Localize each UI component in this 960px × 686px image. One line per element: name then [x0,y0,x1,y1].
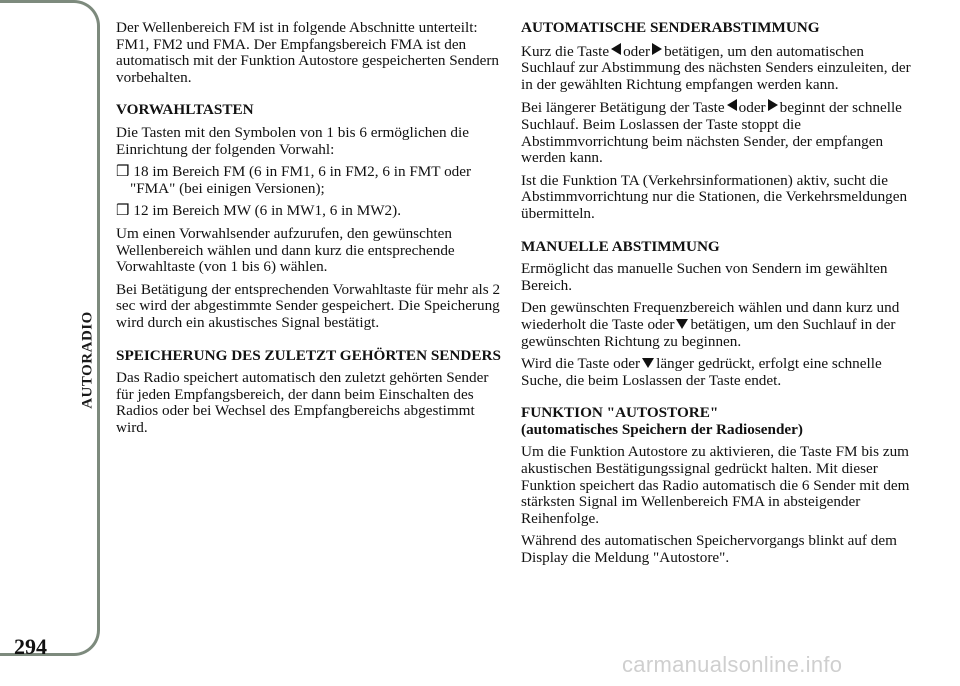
preset-paragraph: Bei Betätigung der entsprechenden Vorwahltaste für mehr als 2 sec wird der abgestimmte Sender gespeichert. Die Speicherung wird durch ein akustisches Signal bestätigt. [116,280,501,331]
text-segment: Bei längerer Betätigung der Taste [521,99,725,117]
last-station-paragraph: Das Radio speichert automatisch den zuletzt gehörten Sender für jeden Empfangsbereich, der dann beim Einschalten des Radios oder bei Wechsel des Empfangbereichs abgestimmt wird. [116,369,489,436]
text-segment: oder [623,42,651,60]
autostore-paragraph: Um die Funktion Autostore zu aktivieren, die Taste FM bis zum akustischen Bestätigungssignal gedrückt halten. Mit dieser Funktion speichert das Radio automatisch die 6 Sender mit dem stärksten Signal im Wellenbereich FMA in absteigender Reihenfolge. [521,443,910,527]
text-segment: länger gedrückt, erfolgt eine schnelle Suche, die beim Loslassen der Taste endet. [521,355,882,389]
left-column [116,20,504,442]
watermark: carmanualsonline.info [622,652,843,677]
list-item [116,164,504,197]
preset-heading: VORWAHLTASTEN [116,101,254,119]
checkbox-bullet-icon: ❒ [116,163,130,181]
manual-tuning-heading: MANUELLE ABSTIMMUNG [521,237,720,255]
right-column [521,20,911,573]
text-segment: Wird die Taste oder [521,355,641,373]
left-arrow-icon [727,99,737,111]
checkbox-bullet-icon: ❒ [116,202,130,220]
text-segment: betätigen, um den Suchlauf in der gewünschten Richtung zu beginnen. [521,315,896,350]
heading-text: ) [797,420,803,438]
manual-tuning-paragraph: Ermöglicht das manuelle Suchen von Sendern im gewählten Bereich. [521,260,888,294]
down-arrow-icon [642,358,654,368]
intro-paragraph: Der Wellenbereich FM ist in folgende Abschnitte unterteilt: FM1, FM2 und FMA. Der Empfangsbereich FMA ist den automatisch mit der Funktion Autostore gespeicherten Sendern vorbehalten. [116,19,499,86]
manual-tuning-paragraph [521,300,911,350]
list-item [116,203,504,220]
autostore-paragraph: Während des automatischen Speichervorgangs blinkt auf dem Display die Meldung "Autostore". [521,532,897,567]
text-segment: Den gewünschten Frequenzbereich wählen und dann kurz und wiederholt die Taste oder [521,299,900,333]
section-label: AUTORADIO [79,311,96,409]
list-item-text: 12 im Bereich MW (6 in MW1, 6 in MW2). [133,202,401,220]
heading-text: FUNKTION "AUTOSTORE" [521,404,719,422]
preset-paragraph: Die Tasten mit den Symbolen von 1 bis 6 ermöglichen die Einrichtung der folgenden Vorwahl: [116,123,469,158]
right-arrow-icon [652,43,662,55]
left-arrow-icon [611,43,621,55]
auto-tuning-heading: AUTOMATISCHE SENDERABSTIMMUNG [521,19,820,36]
right-arrow-icon [768,99,778,111]
text-segment: oder [738,99,766,117]
manual-tuning-paragraph [521,356,911,389]
text-segment: Kurz die Taste [521,42,610,60]
auto-tuning-paragraph: Ist die Funktion TA (Verkehrsinformationen) aktiv, sucht die Abstimmvorrichtung nur die Stationen, die Verkehrsmeldungen übermitteln. [521,171,908,222]
preset-paragraph: Um einen Vorwahlsender aufzurufen, den gewünschten Wellenbereich wählen und dann kurz die entsprechende Vorwahltaste (von 1 bis 6) wählen. [116,224,455,276]
last-station-heading: SPEICHERUNG DES ZULETZT GEHÖRTEN SENDERS [116,346,501,364]
heading-text: ( [521,420,527,438]
heading-subtitle: automatisches Speichern der Radiosender [526,420,798,438]
auto-tuning-paragraph [521,99,911,166]
auto-tuning-paragraph [521,43,911,94]
text-segment: betätigen, um den automatischen Suchlauf zur Abstimmung des nächsten Senders einzuleiten, der in der gewählten Richtung empfangen werden kann. [521,42,911,93]
down-arrow-icon [676,319,688,329]
page-number: 294 [14,634,47,659]
list-item-text: 18 im Bereich FM (6 in FM1, 6 in FM2, 6 in FMT oder "FMA" (bei einigen Versionen); [130,163,472,197]
text-segment: beginnt der schnelle Suchlauf. Beim Loslassen der Taste stoppt die Abstimmvorrichtung beim nächsten Sender, der empfangen werden kann. [521,99,902,167]
autostore-heading [521,405,911,438]
